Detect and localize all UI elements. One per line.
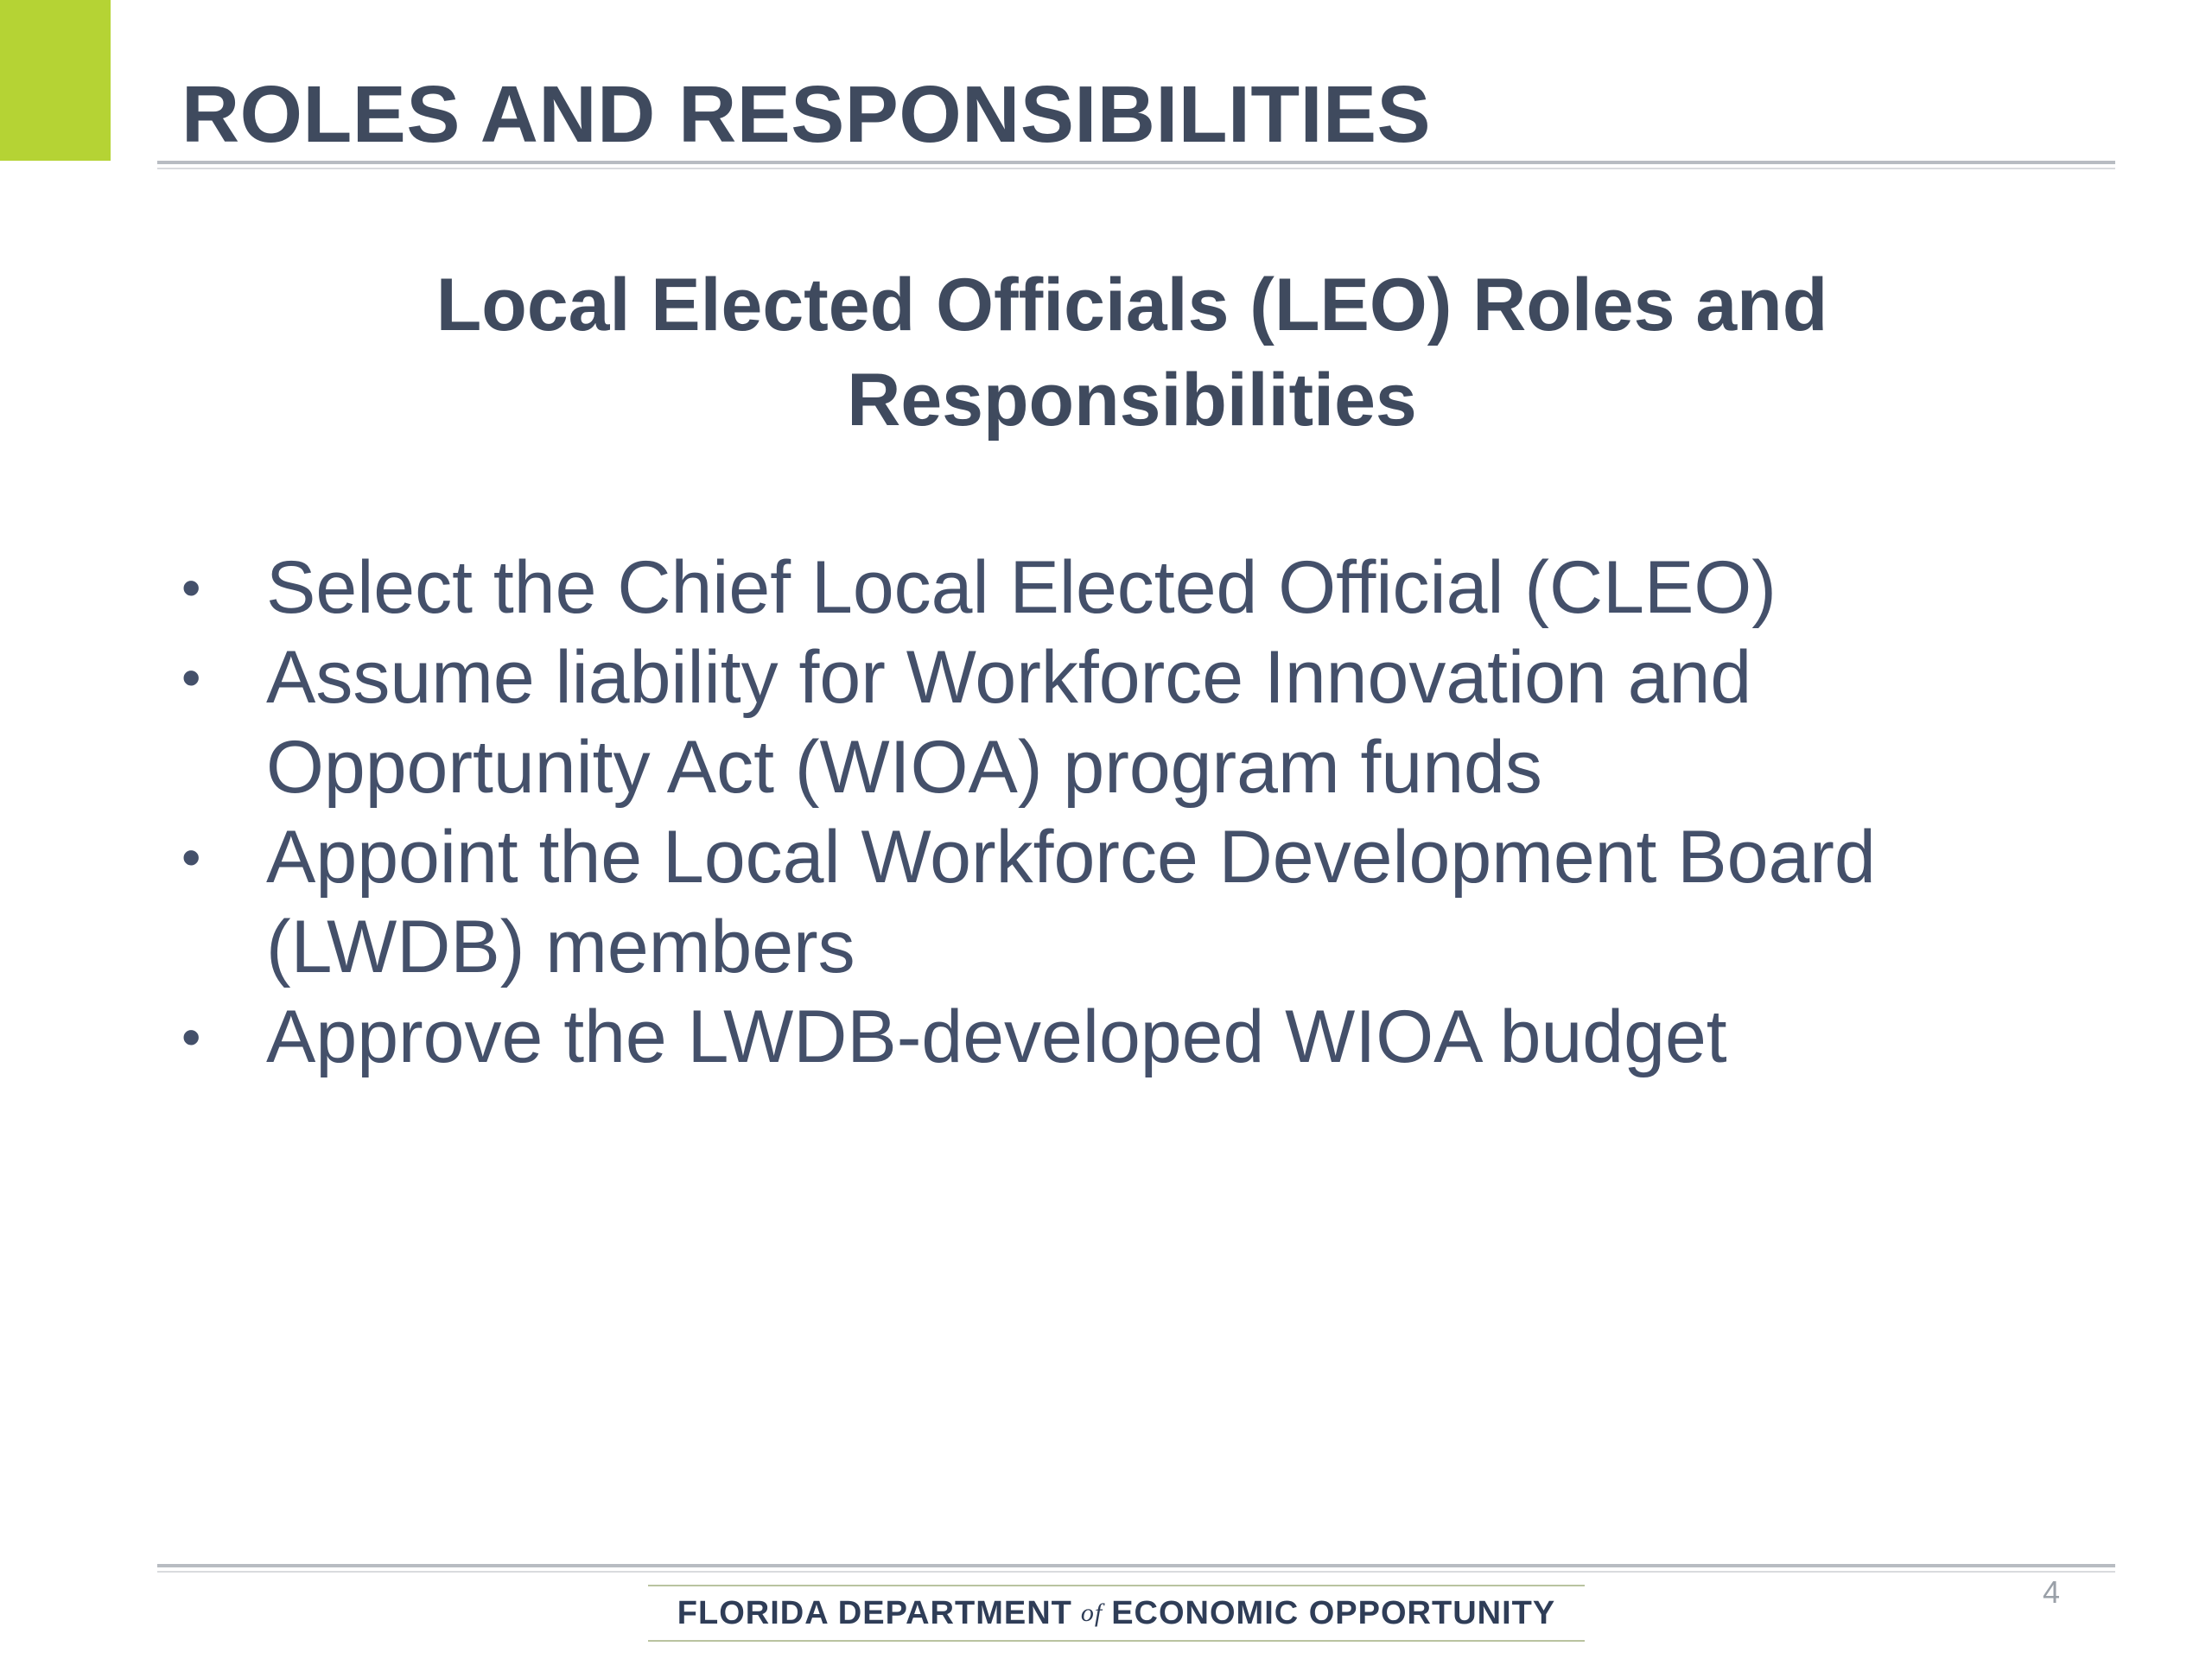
footer-divider bbox=[157, 1564, 2115, 1567]
bullet-text: Select the Chief Local Elected Official (CLEO) bbox=[266, 546, 1777, 629]
logo-text-of: of bbox=[1080, 1599, 1103, 1627]
bullet-text-continued: Opportunity Act (WIOA) program funds bbox=[266, 726, 1542, 809]
subtitle-line-1: Local Elected Officials (LEO) Roles and bbox=[435, 264, 1828, 346]
title-divider bbox=[157, 161, 2115, 164]
slide-title: ROLES AND RESPONSIBILITIES bbox=[181, 69, 1432, 159]
bullet-item bbox=[171, 543, 2107, 632]
logo-text-part-2: ECONOMIC OPPORTUNITY bbox=[1111, 1594, 1556, 1631]
page-number: 4 bbox=[2042, 1574, 2061, 1610]
accent-block bbox=[0, 0, 111, 161]
bullet-list bbox=[171, 543, 2107, 1082]
footer-logo bbox=[648, 1585, 1585, 1642]
bullet-text: Appoint the Local Workforce Development Board bbox=[266, 816, 1876, 899]
bullet-icon: • bbox=[181, 1006, 201, 1068]
subtitle-line-2: Responsibilities bbox=[847, 359, 1417, 442]
bullet-text: Assume liability for Workforce Innovation and bbox=[266, 636, 1752, 719]
bullet-item bbox=[171, 632, 2107, 812]
bullet-icon: • bbox=[181, 826, 201, 888]
bullet-item bbox=[171, 992, 2107, 1082]
logo-text-part-1: FLORIDA DEPARTMENT bbox=[677, 1594, 1072, 1631]
slide-subtitle bbox=[285, 257, 1979, 448]
bullet-text: Approve the LWDB-developed WIOA budget bbox=[266, 995, 1727, 1078]
bullet-icon: • bbox=[181, 646, 201, 709]
bullet-text-continued: (LWDB) members bbox=[266, 906, 855, 988]
bullet-item bbox=[171, 812, 2107, 992]
bullet-icon: • bbox=[181, 556, 201, 619]
